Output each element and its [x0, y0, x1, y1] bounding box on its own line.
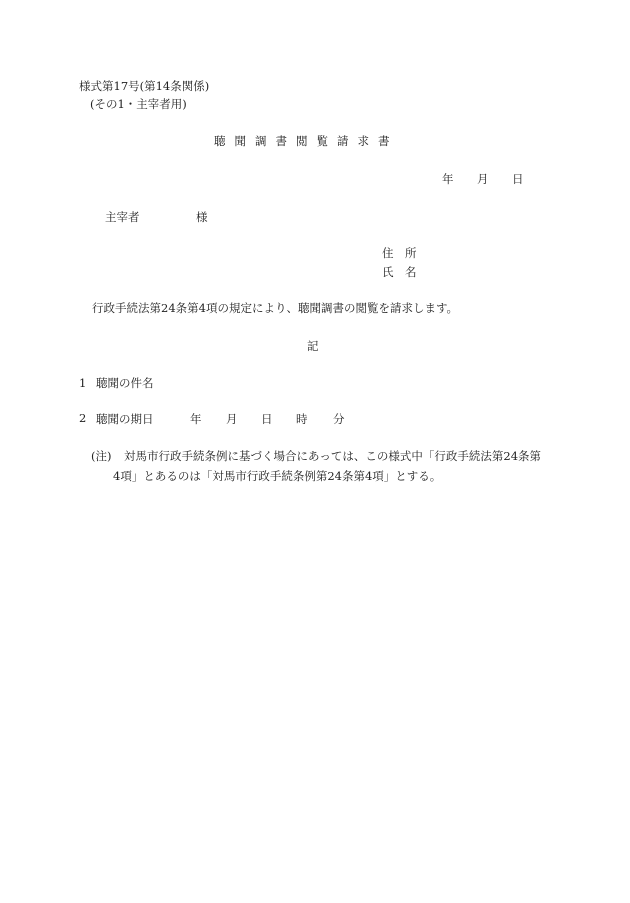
date-year-label: 年 [442, 172, 454, 186]
item-1-label: 聴聞の件名 [96, 376, 154, 390]
note-line-2: 4項」とあるのは「対馬市行政手続条例第24条第4項」とする。 [113, 469, 442, 483]
document-title: 聴聞調書閲覧請求書 [214, 134, 399, 148]
note-marker: (注) [91, 449, 112, 463]
item-2-label: 聴聞の期日 [96, 412, 154, 426]
hearing-minute-unit: 分 [333, 412, 345, 426]
date-day-label: 日 [512, 172, 524, 186]
form-variant: (その1・主宰者用) [90, 97, 187, 111]
ki-heading: 記 [307, 339, 319, 353]
date-month-label: 月 [477, 172, 489, 186]
hearing-hour-unit: 時 [296, 412, 308, 426]
address-label: 住 所 [382, 246, 417, 260]
note-line-1: 対馬市行政手続条例に基づく場合にあっては、この様式中「行政手続法第24条第 [124, 449, 542, 463]
hearing-day-unit: 日 [261, 412, 273, 426]
request-body-text: 行政手続法第24条第4項の規定により、聴聞調書の閲覧を請求します。 [92, 301, 459, 315]
hearing-month-unit: 月 [226, 412, 238, 426]
item-2-number: 2 [79, 411, 87, 425]
item-1-number: 1 [79, 376, 87, 390]
addressee-role: 主宰者 [105, 210, 140, 224]
name-label: 氏 名 [382, 265, 417, 279]
addressee-honorific: 様 [196, 210, 208, 224]
hearing-year-unit: 年 [190, 412, 202, 426]
form-number: 様式第17号(第14条関係) [79, 79, 210, 93]
